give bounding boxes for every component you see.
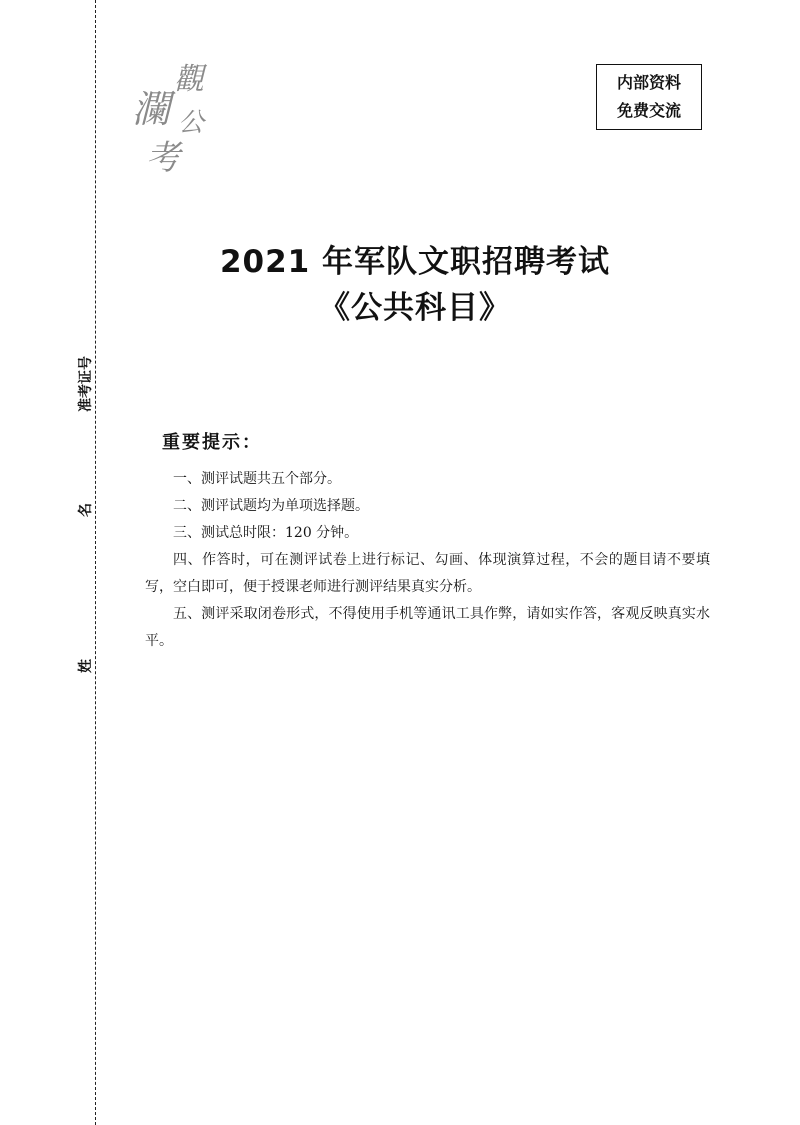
notice-item: 四、作答时，可在测评试卷上进行标记、勾画、体现演算过程，不会的题目请不要填写，空白即可，便于授课老师进行测评结果真实分析。 bbox=[145, 552, 710, 595]
notice-item: 三、测试总时限：120 分钟。 bbox=[173, 525, 359, 541]
surname-label bbox=[78, 656, 92, 676]
surname-label-text: 姓 bbox=[78, 659, 94, 673]
name-label-text: 名 bbox=[78, 503, 94, 517]
stamp-line-2: 免费交流 bbox=[616, 101, 681, 120]
exam-id-label bbox=[78, 348, 92, 414]
notice-item: 二、测评试题均为单项选择题。 bbox=[173, 498, 369, 514]
name-label bbox=[78, 500, 92, 520]
page-subtitle: 《公共科目》 bbox=[319, 290, 511, 326]
logo-char: 瀾 bbox=[132, 87, 171, 131]
logo-char: 觀 bbox=[174, 62, 204, 97]
notice-item: 五、测评采取闭卷形式，不得使用手机等通讯工具作弊，请如实作答，客观反映真实水平。 bbox=[145, 606, 710, 649]
binding-dashed-line bbox=[95, 0, 96, 1125]
logo-char: 考 bbox=[146, 138, 180, 178]
stamp-line-1: 内部资料 bbox=[616, 73, 681, 92]
notice-heading: 重要提示： bbox=[162, 432, 262, 453]
notice-item: 一、测评试题共五个部分。 bbox=[173, 471, 341, 487]
notice-list bbox=[145, 466, 710, 655]
exam-id-label-text: 准考证号 bbox=[78, 356, 94, 412]
brand-logo bbox=[128, 52, 214, 180]
internal-material-stamp bbox=[596, 64, 702, 130]
page-title: 2021 年军队文职招聘考试 bbox=[219, 244, 611, 280]
logo-char: 公 bbox=[178, 108, 205, 138]
